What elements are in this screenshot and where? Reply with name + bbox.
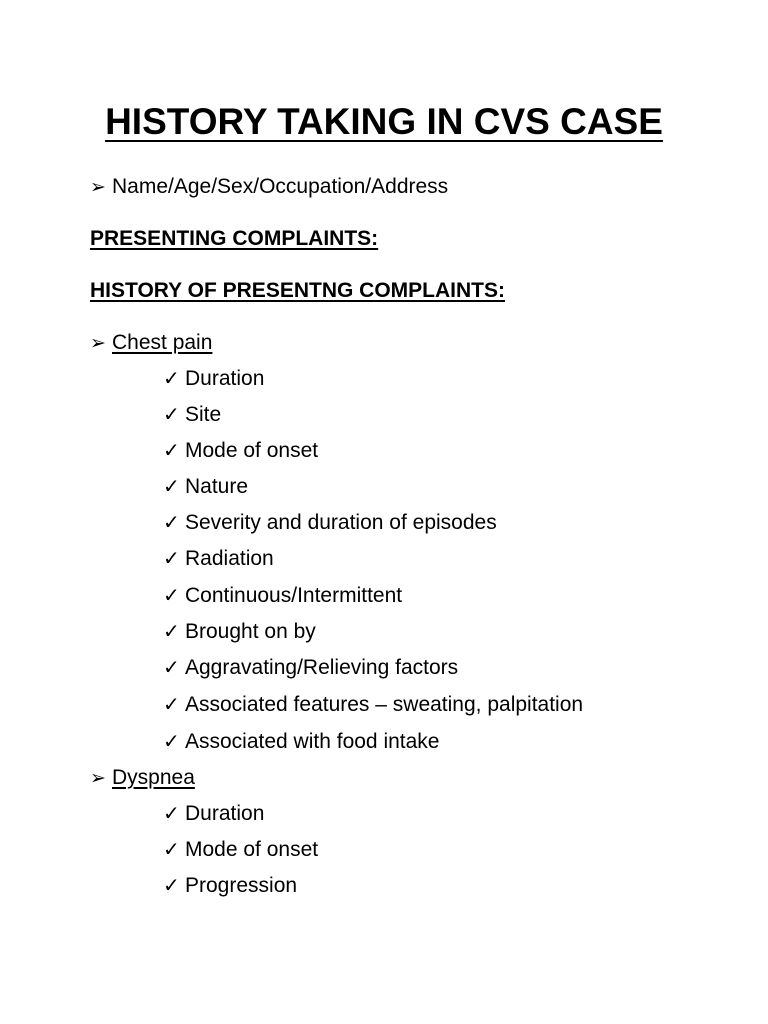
checkmark-icon: ✓ — [163, 368, 180, 390]
checkmark-icon: ✓ — [163, 440, 180, 462]
checkmark-icon: ✓ — [163, 803, 180, 825]
history-presenting-complaints-heading: HISTORY OF PRESENTNG COMPLAINTS: — [90, 279, 505, 302]
list-item — [163, 654, 458, 682]
checkmark-icon: ✓ — [163, 694, 180, 716]
list-item — [163, 836, 318, 864]
arrow-bullet-icon: ➢ — [90, 177, 106, 198]
list-item-text: Nature — [185, 475, 249, 498]
list-item — [163, 509, 497, 537]
patient-details-line — [90, 173, 448, 202]
list-item — [163, 401, 221, 429]
list-item-text: Associated with food intake — [185, 730, 440, 753]
list-item-text: Brought on by — [185, 620, 316, 643]
checkmark-icon: ✓ — [163, 839, 180, 861]
list-item-text: Severity and duration of episodes — [185, 511, 497, 534]
document-title-text: HISTORY TAKING IN CVS CASE — [105, 101, 663, 142]
list-item-text: Site — [185, 403, 222, 426]
list-item-text: Duration — [185, 802, 265, 825]
section-dyspnea — [90, 764, 195, 793]
checkmark-icon: ✓ — [163, 548, 180, 570]
list-item — [163, 691, 583, 719]
checkmark-icon: ✓ — [163, 875, 180, 897]
arrow-bullet-icon: ➢ — [90, 333, 106, 354]
patient-details-text: Name/Age/Sex/Occupation/Address — [112, 175, 449, 198]
checkmark-icon: ✓ — [163, 476, 180, 498]
arrow-bullet-icon: ➢ — [90, 768, 106, 789]
checkmark-icon: ✓ — [163, 657, 180, 679]
list-item-text: Mode of onset — [185, 838, 319, 861]
list-item — [163, 872, 297, 900]
list-item-text: Progression — [185, 874, 298, 897]
list-item — [163, 437, 318, 465]
checkmark-icon: ✓ — [163, 512, 180, 534]
section-chest-pain — [90, 329, 212, 358]
presenting-complaints-heading: PRESENTING COMPLAINTS: — [90, 227, 379, 250]
section-title: Chest pain — [112, 331, 213, 354]
checkmark-icon: ✓ — [163, 404, 180, 426]
list-item — [163, 800, 264, 828]
list-item-text: Associated features – sweating, palpitation — [185, 693, 584, 716]
list-item — [163, 545, 274, 573]
checkmark-icon: ✓ — [163, 621, 180, 643]
checkmark-icon: ✓ — [163, 585, 180, 607]
list-item-text: Radiation — [185, 547, 274, 570]
list-item — [163, 728, 439, 756]
list-item — [163, 582, 402, 610]
list-item-text: Duration — [185, 367, 265, 390]
list-item — [163, 618, 316, 646]
list-item-text: Aggravating/Relieving factors — [185, 656, 459, 679]
document-title — [0, 98, 768, 146]
checkmark-icon: ✓ — [163, 731, 180, 753]
section-title: Dyspnea — [112, 766, 195, 789]
list-item-text: Continuous/Intermittent — [185, 584, 403, 607]
list-item — [163, 365, 264, 393]
list-item-text: Mode of onset — [185, 439, 319, 462]
list-item — [163, 473, 248, 501]
